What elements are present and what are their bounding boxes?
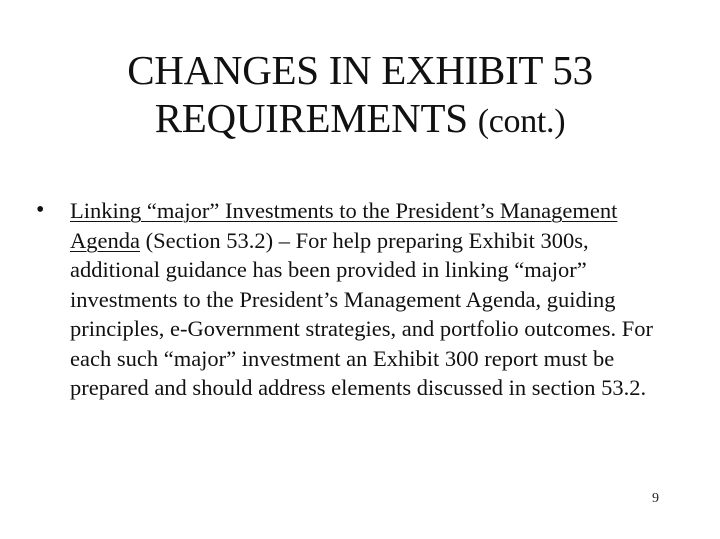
title-cont-suffix: (cont.) (477, 103, 566, 140)
title-line-1: CHANGES IN EXHIBIT 53 (127, 47, 593, 93)
bullet-description: (Section 53.2) – For help preparing Exhibit 300s, additional guidance has been provided in linking “major” investments to the President’s Management Agenda, guiding principles, e-Government strategies, and portfolio outcomes. For each such “major” investment an Exhibit 300 report must be prepared and should address elements discussed in section 53.2. (70, 227, 653, 400)
title-line-2 (0, 94, 720, 146)
slide-title (0, 46, 720, 146)
bullet-item (36, 196, 666, 403)
slide-body (36, 196, 666, 403)
bullet-symbol: • (36, 197, 45, 223)
bullet-heading: Linking “major” Investments to the President’s Management Agenda (70, 198, 618, 253)
bullet-text (70, 196, 666, 403)
page-number: 9 (652, 491, 659, 506)
title-line-2-main: REQUIREMENTS (154, 95, 468, 141)
